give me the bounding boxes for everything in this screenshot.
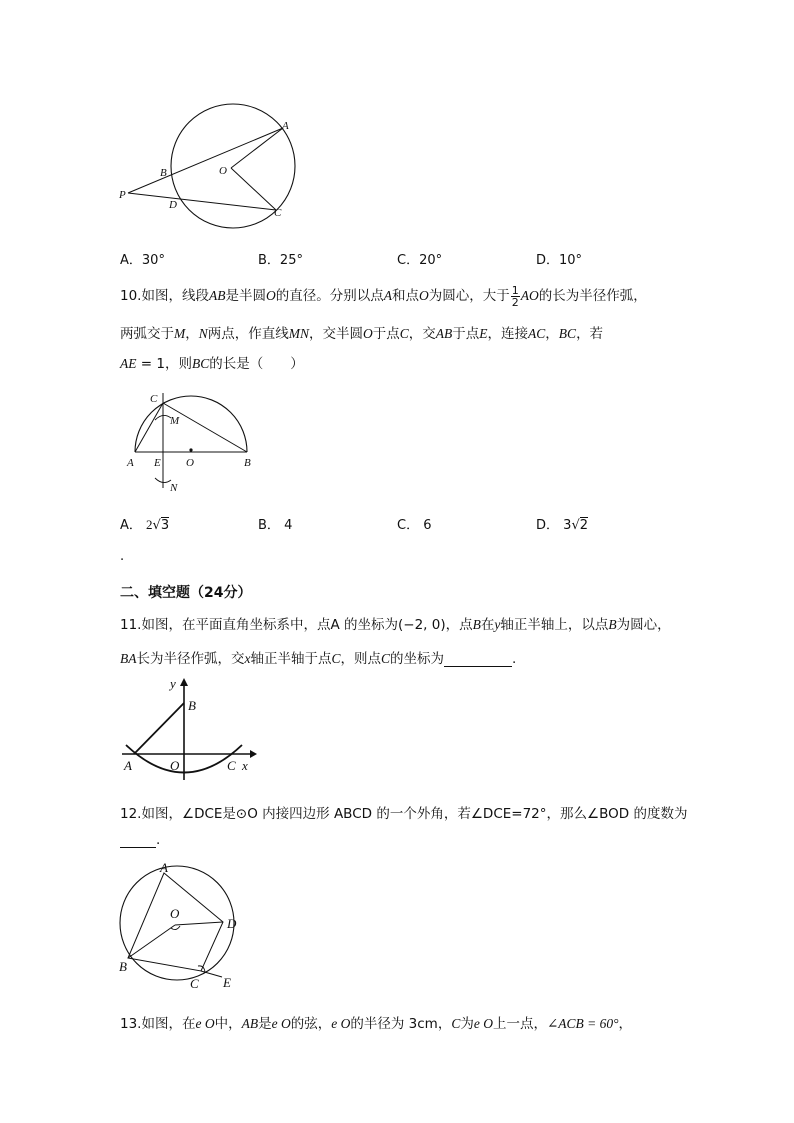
q9-option-d[interactable]: D．10° <box>536 253 583 268</box>
q12-line2: . <box>120 832 160 848</box>
q10-option-b[interactable]: B． 4 <box>258 518 293 533</box>
q10-label-N: N <box>170 482 178 494</box>
q10-label-O: O <box>186 457 194 469</box>
q11-label-O: O <box>170 758 180 773</box>
q10-option-d[interactable]: D． 3√2 <box>536 518 589 533</box>
q12-label-A: A <box>160 860 168 875</box>
section-heading: 二、填空题（24分） <box>120 585 252 601</box>
figure-q11 <box>115 672 260 782</box>
q10-label-A: A <box>127 457 134 469</box>
q9-label-P: P <box>119 189 126 201</box>
q12-label-O: O <box>170 906 180 921</box>
q12-quadrilateral-ABCD <box>128 873 223 971</box>
figure-q9 <box>110 90 310 235</box>
q11-y-arrow <box>180 678 188 686</box>
q12-label-B: B <box>119 959 127 974</box>
q11-segment-BA <box>134 703 184 754</box>
sqrt-icon: √ <box>152 518 161 533</box>
q11-line2: BA长为半径作弧，交x轴正半轴于点C，则点C的坐标为 . <box>120 651 517 667</box>
sqrt-icon: √ <box>571 518 580 533</box>
q12-label-C: C <box>190 976 199 991</box>
q10-option-c[interactable]: C． 6 <box>397 518 432 533</box>
q13-line1: 13.如图，在e O中，AB是e O的弦，e O的半径为 3cm，C为e O上一点，∠ACB = 60°， <box>120 1016 633 1032</box>
q12-answer-blank[interactable] <box>120 833 156 848</box>
q9-line-OC <box>231 168 276 210</box>
q9-label-O: O <box>219 165 227 177</box>
q9-label-C: C <box>274 207 282 219</box>
q9-option-b[interactable]: B．25° <box>258 253 303 268</box>
q10-label-B: B <box>244 457 251 469</box>
stray-dot: . <box>120 549 125 564</box>
q10-line-AC <box>135 403 163 452</box>
q12-label-D: D <box>227 916 237 931</box>
q12-line-CE <box>201 971 222 977</box>
q10-fraction: $\frac{1}{2}$ <box>511 283 519 309</box>
q11-answer-blank[interactable] <box>444 652 512 667</box>
q12-line-OD <box>175 922 223 925</box>
q11-line1: 11.如图，在平面直角坐标系中，点A 的坐标为(−2, 0)，点B在y轴正半轴上，以点B为圆心， <box>120 617 671 633</box>
q10-label-M: M <box>170 415 180 427</box>
q11-label-A: A <box>124 758 132 773</box>
q10-label-E: E <box>154 457 161 469</box>
q9-label-B: B <box>160 167 167 179</box>
q10-point-O <box>189 448 192 451</box>
q9-line-OA <box>231 128 283 168</box>
q11-label-y: y <box>170 676 176 691</box>
q12-label-E: E <box>223 975 231 990</box>
q11-label-x: x <box>242 758 248 773</box>
q11-label-B: B <box>188 698 196 713</box>
q9-label-D: D <box>169 199 177 211</box>
q10-line1: 10.如图，线段AB是半圆O的直径。分别以点A和点O为圆心，大于 $\frac{1}{2}$ AO的长为半径作弧， <box>120 283 647 309</box>
q10-line3: AE = 1，则BC的长是（ ） <box>120 356 304 372</box>
q9-line-PA <box>128 128 283 193</box>
q9-label-A: A <box>282 120 289 132</box>
q9-option-c[interactable]: C．20° <box>397 253 443 268</box>
figure-q10 <box>118 380 268 495</box>
q9-line-PC <box>128 193 276 210</box>
figure-q12 <box>112 858 252 993</box>
q11-label-C: C <box>227 758 236 773</box>
q12-line1: 12.如图，∠DCE是⊙O 内接四边形 ABCD 的一个外角，若∠DCE=72°，那么∠BOD 的度数为 <box>120 806 688 822</box>
q10-label-C: C <box>150 393 158 405</box>
q10-line-BC <box>163 403 247 452</box>
q12-circle <box>120 866 234 980</box>
q10-line2: 两弧交于M，N两点，作直线MN，交半圆O于点C，交AB于点E，连接AC，BC，若 <box>120 326 604 342</box>
q10-option-a[interactable]: A． 2√3 <box>120 517 170 533</box>
q11-x-arrow <box>250 750 257 758</box>
q9-option-a[interactable]: A．30° <box>120 253 165 268</box>
